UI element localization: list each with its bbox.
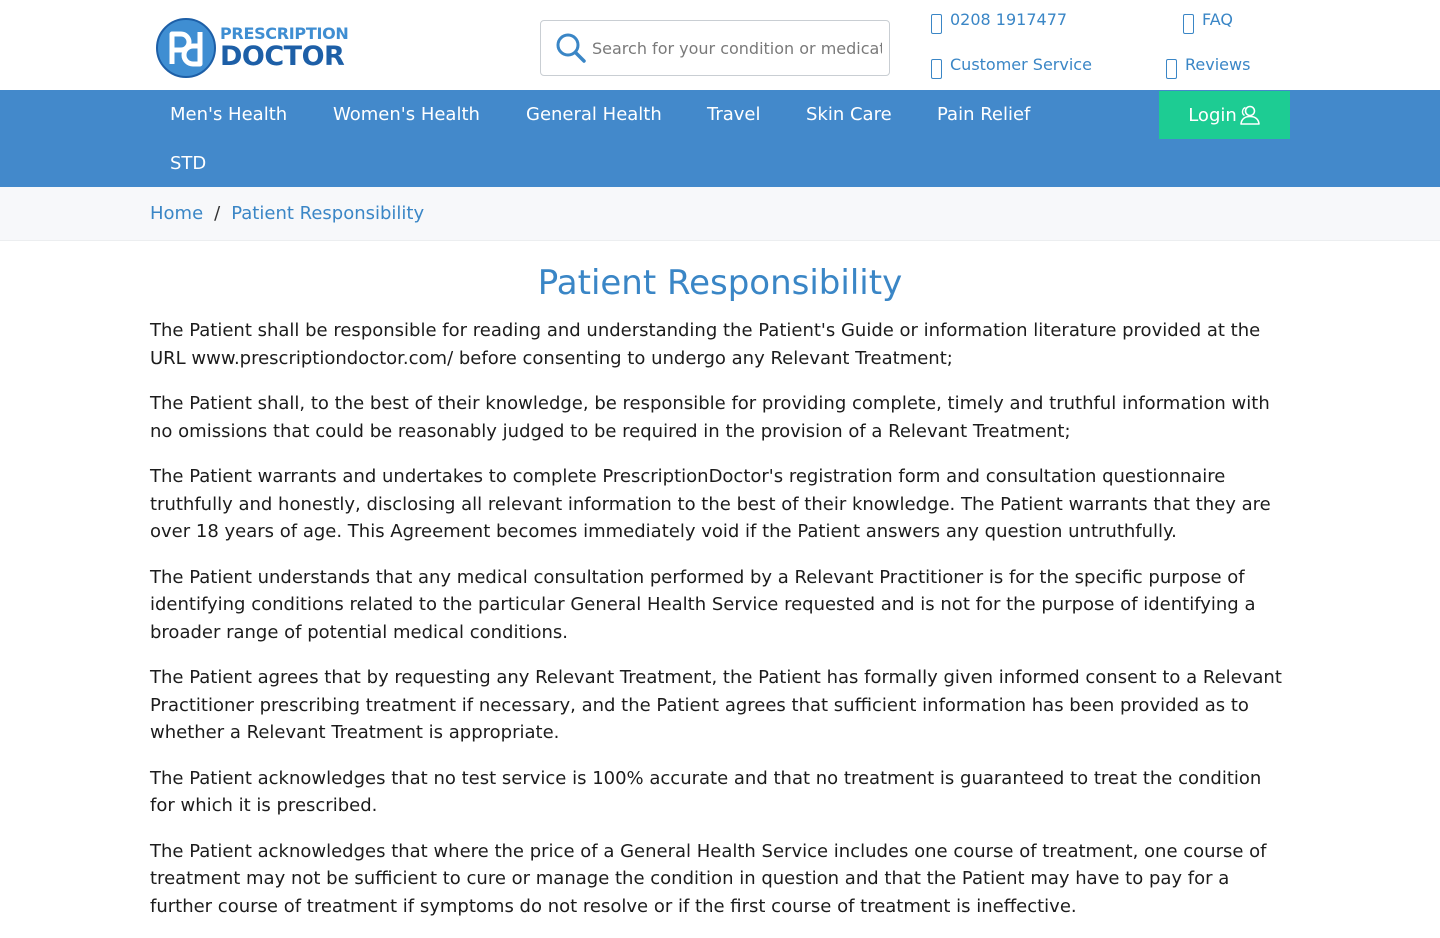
logo-line1: PRESCRIPTION bbox=[220, 24, 349, 43]
site-header bbox=[0, 0, 1440, 90]
page-title: Patient Responsibility bbox=[537, 263, 903, 303]
nav-item-general-health[interactable]: General Health bbox=[526, 104, 662, 125]
content-paragraph: The Patient warrants and undertakes to complete PrescriptionDoctor's registration form and consultation questionnaire truthfully and honestly, disclosing all relevant information to the best of their knowledge. The Patient warrants that they are over 18 years of age. This Agreement becomes immediately void if the Patient answers any question untruthfully. bbox=[150, 466, 1271, 542]
breadcrumb-separator: / bbox=[214, 203, 221, 224]
content-paragraph: The Patient acknowledges that where the price of a General Health Service includes one course of treatment, one course of treatment may not be sufficient to cure or manage the condition in question and that the Patient may have to pay for a further course of treatment if symptoms do not resolve or if the first course of treatment is ineffective. bbox=[150, 840, 1267, 917]
search-input[interactable] bbox=[592, 39, 882, 58]
search-icon[interactable] bbox=[555, 32, 587, 64]
phone-label: 0208 1917477 bbox=[950, 10, 1068, 29]
customer-service-link[interactable] bbox=[931, 55, 1092, 79]
content-paragraph: The Patient understands that any medical consultation performed by a Relevant Practitioner is for the specific purpose of identifying conditions related to the particular General Health Service requested and is not for the purpose of identifying a broader range of potential medical conditions. bbox=[150, 566, 1256, 643]
phone-link[interactable] bbox=[931, 10, 1067, 34]
breadcrumb-trail bbox=[150, 203, 424, 225]
content-paragraph: The Patient shall be responsible for reading and understanding the Patient's Guide or information literature provided at the URL www.prescriptiondoctor.com/ before consenting to undergo any Relevant Treatment; bbox=[150, 320, 1261, 369]
nav-item-womens-health[interactable]: Women's Health bbox=[333, 104, 480, 125]
login-label: Login bbox=[1188, 104, 1237, 126]
customer-service-label: Customer Service bbox=[950, 55, 1092, 74]
logo-mark-icon bbox=[156, 18, 216, 78]
faq-label: FAQ bbox=[1202, 10, 1233, 29]
faq-link[interactable] bbox=[1183, 10, 1233, 34]
customer-service-icon bbox=[931, 59, 942, 79]
nav-item-std[interactable]: STD bbox=[170, 153, 207, 174]
faq-icon bbox=[1183, 14, 1194, 34]
main-nav bbox=[0, 90, 1440, 187]
nav-item-pain-relief[interactable]: Pain Relief bbox=[937, 104, 1031, 125]
breadcrumb-home-link[interactable]: Home bbox=[150, 203, 204, 224]
nav-item-mens-health[interactable]: Men's Health bbox=[170, 104, 288, 125]
content-paragraph: The Patient acknowledges that no test service is 100% accurate and that no treatment is guaranteed to treat the condition for which it is prescribed. bbox=[150, 767, 1262, 816]
nav-item-skin-care[interactable]: Skin Care bbox=[806, 104, 892, 125]
nav-item-travel[interactable]: Travel bbox=[707, 104, 761, 125]
logo-line2: DOCTOR bbox=[220, 41, 345, 72]
content-paragraph: The Patient shall, to the best of their knowledge, be responsible for providing complete, timely and truthful information with no omissions that could be reasonably judged to be required in the provision of a Relevant Treatment; bbox=[150, 393, 1270, 442]
content-paragraph: The Patient agrees that by requesting any Relevant Treatment, the Patient has formally given informed consent to a Relevant Practitioner prescribing treatment if necessary, and the Patient agrees that sufficient information has been provided as to whether a Relevant Treatment is appropriate. bbox=[150, 667, 1282, 743]
breadcrumb-current-link[interactable]: Patient Responsibility bbox=[231, 203, 425, 224]
reviews-label: Reviews bbox=[1185, 55, 1251, 74]
site-logo[interactable] bbox=[156, 17, 349, 79]
user-icon bbox=[1237, 103, 1261, 127]
search-box bbox=[540, 20, 890, 76]
breadcrumb bbox=[0, 187, 1440, 241]
page-content bbox=[150, 317, 1290, 938]
reviews-icon bbox=[1166, 59, 1177, 79]
login-button[interactable] bbox=[1159, 91, 1290, 139]
reviews-link[interactable] bbox=[1166, 55, 1250, 79]
phone-icon bbox=[931, 14, 942, 34]
logo-wordmark bbox=[220, 26, 349, 70]
